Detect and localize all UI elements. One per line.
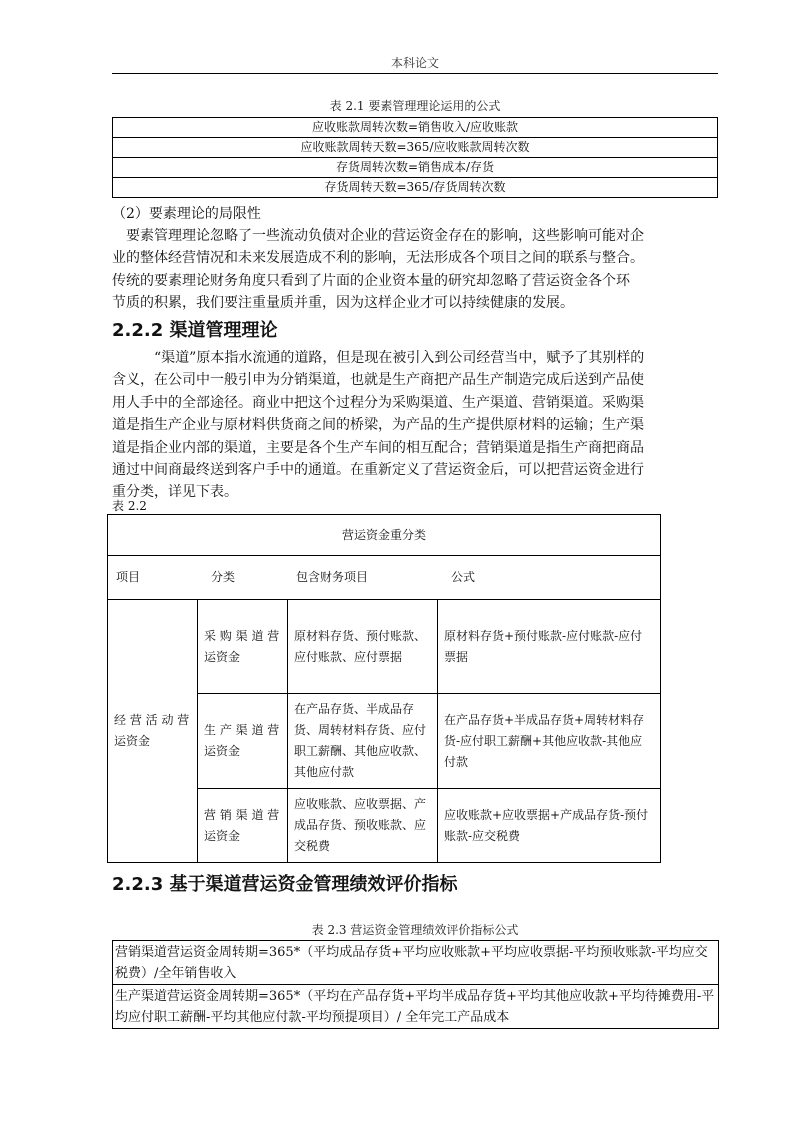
text-line: 传统的要素理论财务角度只看到了片面的企业资本量的研究却忽略了营运资金各个环 xyxy=(112,272,630,289)
table-row xyxy=(108,515,661,556)
text-line: 节质的积累，我们要注重量质并重，因为这样企业才可以持续健康的发展。 xyxy=(112,295,574,312)
items-cell: 原材料存货、预付账款、应付账款、应付票据 xyxy=(288,600,438,694)
table-row xyxy=(108,600,661,694)
text-line: 业的整体经营情况和未来发展造成不利的影响，无法形成各个项目之间的联系与整合。 xyxy=(112,250,644,267)
table-header-row xyxy=(108,556,661,600)
column-header: 分类 xyxy=(211,570,236,584)
table-cell: 生产渠道营运资金周转期=365*（平均在产品存货+平均半成品存货+平均其他应收款+平均待摊费用-平均应付职工薪酬-平均其他应付款-平均预提项目）/ 全年完工产品成本 xyxy=(113,985,719,1029)
table-row xyxy=(113,158,718,178)
category-cell: 生 产 渠 道 营运资金 xyxy=(198,694,288,789)
items-cell: 在产品存货、半成品存货、周转材料存货、应付职工薪酬、其他应收款、其他应付款 xyxy=(288,694,438,789)
limits-subtitle: （2）要素理论的局限性 xyxy=(112,206,261,222)
section-heading-2-2-3: 2.2.3 基于渠道营运资金管理绩效评价指标 xyxy=(112,874,458,895)
column-header: 包含财务项目 xyxy=(296,570,369,584)
text-line: 重分类，详见下表。 xyxy=(112,484,238,501)
table-2-1 xyxy=(112,117,718,198)
section-heading-2-2-2: 2.2.2 渠道管理理论 xyxy=(112,320,278,341)
header-divider xyxy=(112,73,718,74)
table-cell: 应收账款周转次数=销售收入/应收账款 xyxy=(113,118,718,138)
text-line: 用人手中的全部途径。商业中把这个过程分为采购渠道、生产渠道、营销渠道。采购渠 xyxy=(112,394,644,411)
table-2-1-caption: 表 2.1 要素管理理论运用的公式 xyxy=(329,99,501,113)
column-header: 公式 xyxy=(451,570,476,584)
column-header: 项目 xyxy=(116,570,141,584)
table-cell: 存货周转天数=365/存货周转次数 xyxy=(113,178,718,198)
category-cell: 营 销 渠 道 营运资金 xyxy=(198,789,288,863)
text-line: “渠道”原本指水流通的道路，但是现在被引入到公司经营当中，赋予了其别样的 xyxy=(154,350,645,366)
table-2-3-caption: 表 2.3 营运资金管理绩效评价指标公式 xyxy=(311,923,519,937)
table-2-2 xyxy=(107,514,661,863)
page-header: 本科论文 xyxy=(390,56,439,70)
table-row xyxy=(113,118,718,138)
text-line: 含义，在公司中一般引申为分销渠道，也就是生产商把产品生产制造完成后送到产品使 xyxy=(112,372,644,389)
table-cell: 应收账款周转天数=365/应收账款周转次数 xyxy=(113,138,718,158)
text-line: 通过中间商最终送到客户手中的通道。在重新定义了营运资金后，可以把营运资金进行 xyxy=(112,462,644,479)
group-cell: 经 营 活 动 营运资金 xyxy=(108,600,198,863)
table-cell: 营销渠道营运资金周转期=365*（平均成品存货+平均应收账款+平均应收票据-平均预收账款-平均应交税费）/全年销售收入 xyxy=(113,941,719,985)
text-line: 要素管理理论忽略了一些流动负债对企业的营运资金存在的影响，这些影响可能对企 xyxy=(126,228,644,244)
text-line: 道是指生产企业与原材料供货商之间的桥梁，为产品的生产提供原材料的运输；生产渠 xyxy=(112,417,644,434)
table-2-2-label: 表 2.2 xyxy=(112,499,147,513)
table-row xyxy=(113,178,718,198)
category-cell: 采 购 渠 道 营运资金 xyxy=(198,600,288,694)
table-row xyxy=(113,985,719,1029)
channel-paragraph xyxy=(112,347,718,504)
table-row xyxy=(113,138,718,158)
limits-paragraph xyxy=(112,225,718,315)
formula-cell: 在产品存货+半成品存货+周转材料存货-应付职工薪酬+其他应收款-其他应付款 xyxy=(438,694,661,789)
items-cell: 应收账款、应收票据、产成品存货、预收账款、应交税费 xyxy=(288,789,438,863)
table-title: 营运资金重分类 xyxy=(108,515,661,556)
formula-cell: 原材料存货+预付账款-应付账款-应付票据 xyxy=(438,600,661,694)
formula-cell: 应收账款+应收票据+产成品存货-预付账款-应交税费 xyxy=(438,789,661,863)
table-header xyxy=(108,556,661,600)
table-2-3 xyxy=(112,940,719,1029)
table-cell: 存货周转次数=销售成本/存货 xyxy=(113,158,718,178)
text-line: 道是指企业内部的渠道，主要是各个生产车间的相互配合；营销渠道是指生产商把商品 xyxy=(112,439,644,456)
table-row xyxy=(113,941,719,985)
